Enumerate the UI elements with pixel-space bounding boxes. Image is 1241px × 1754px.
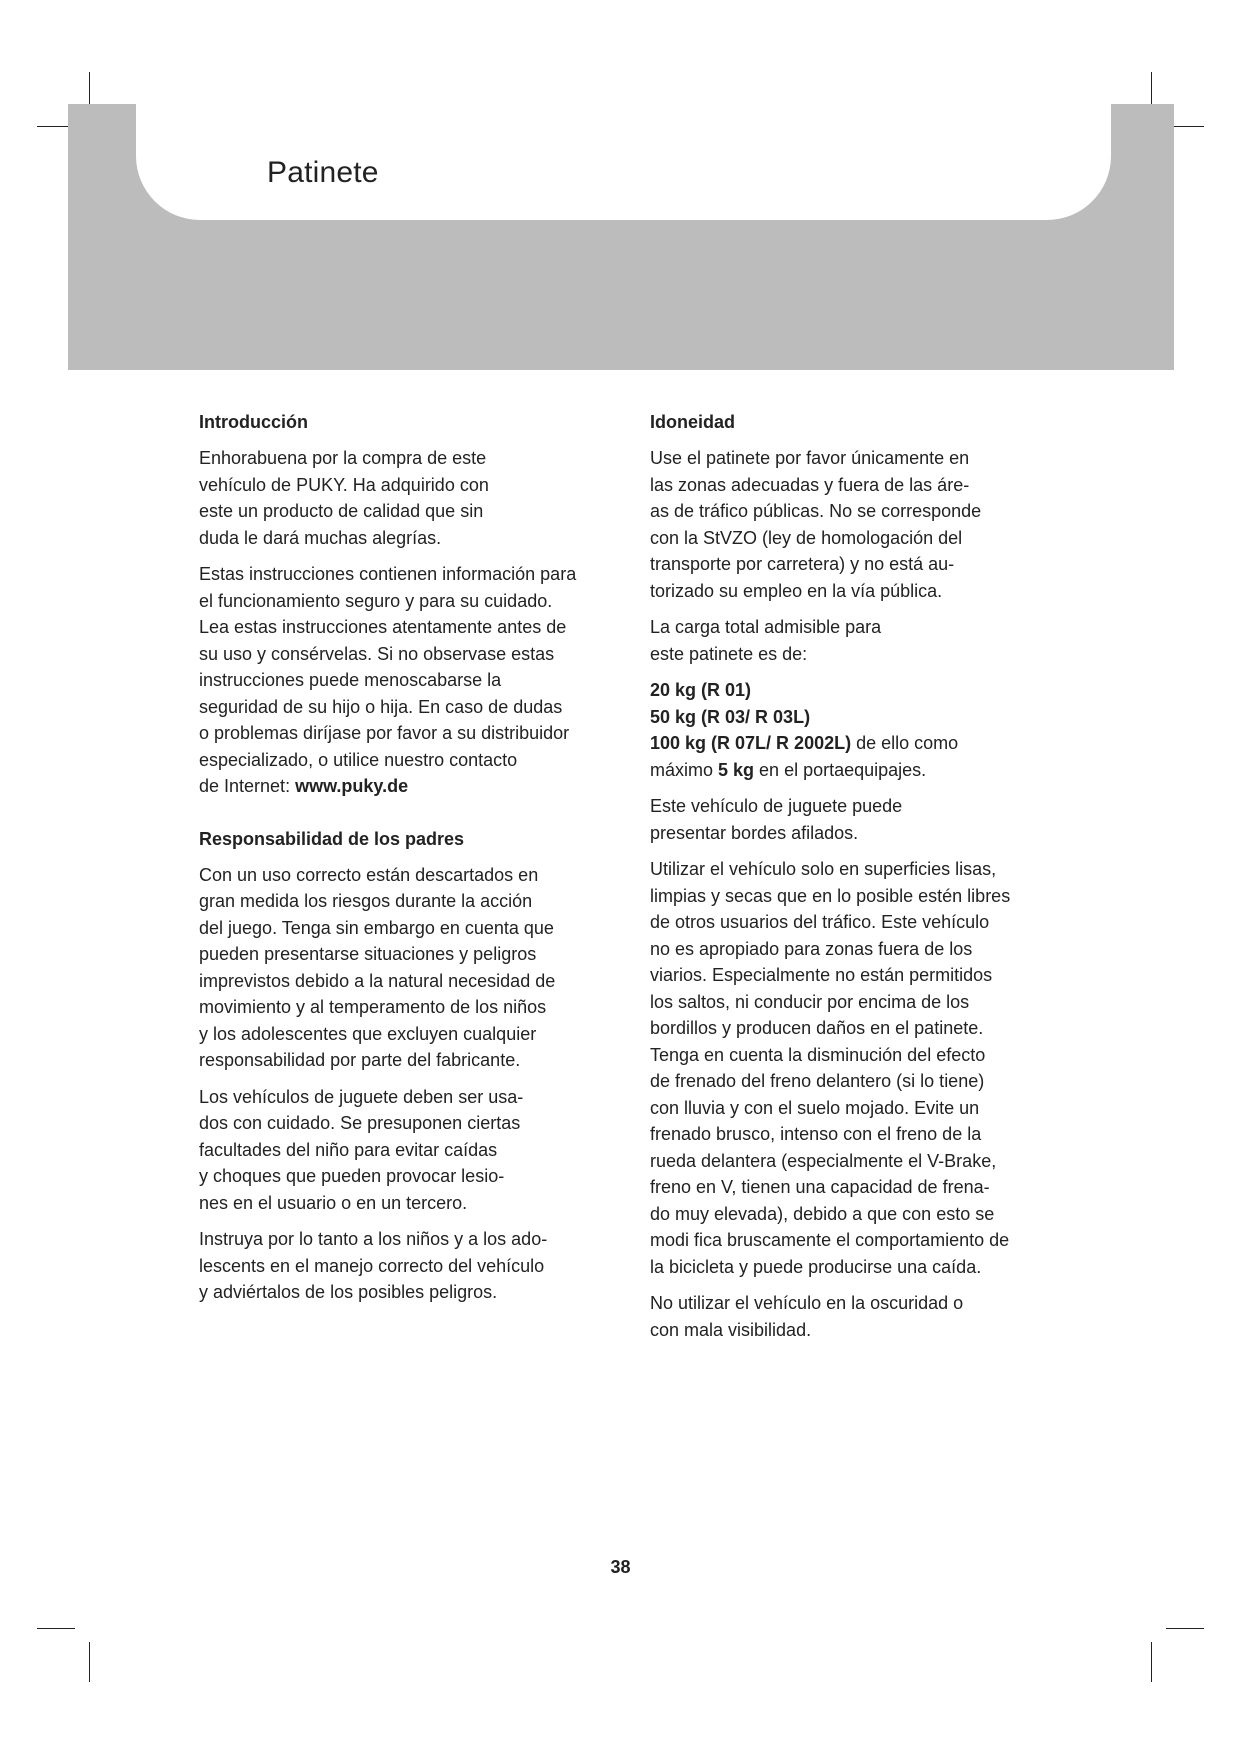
introduction-paragraph-1 — [199, 445, 619, 551]
header-band — [68, 104, 1174, 370]
load-100kg-suffix: de ello como — [851, 733, 959, 753]
text-line: Este vehículo de juguete puede — [650, 796, 903, 816]
text-line: y choques que pueden provocar lesio- — [199, 1166, 505, 1186]
right-column — [650, 409, 1070, 1353]
text-line: La carga total admisible para — [650, 617, 882, 637]
text-line — [650, 757, 1070, 784]
text-line: duda le dará muchas alegrías. — [199, 527, 442, 548]
text-line: su uso y consérvelas. Si no observase estas — [199, 643, 555, 664]
text-line: Lea estas instrucciones atentamente antes de — [199, 617, 567, 637]
text-line: lescents en el manejo correcto del vehículo — [199, 1255, 545, 1276]
surfaces-paragraph — [650, 856, 1070, 1280]
suitability-paragraph — [650, 445, 1070, 604]
left-column — [199, 409, 619, 1316]
text-line: pueden presentarse situaciones y peligros — [199, 944, 537, 964]
text-line: nes en el usuario o en un tercero. — [199, 1192, 468, 1213]
text-line: Estas instrucciones contienen información para — [199, 564, 577, 584]
text-line: las zonas adecuadas y fuera de las áre- — [650, 474, 970, 495]
text-line: Utilizar el vehículo solo en superficies lisas, — [650, 859, 997, 879]
text-line — [199, 773, 619, 800]
text-line: Enhorabuena por la compra de este — [199, 448, 487, 468]
page-number: 38 — [610, 1557, 631, 1577]
load-values-paragraph — [650, 677, 1070, 783]
text-line: vehículo de PUKY. Ha adquirido con — [199, 474, 489, 495]
text-line — [650, 730, 1070, 757]
suitability-heading: Idoneidad — [650, 412, 735, 432]
crop-mark-bottom-left-vertical — [89, 1642, 90, 1682]
page-title: Patinete — [267, 156, 379, 189]
text-line: con la StVZO (ley de homologación del — [650, 527, 963, 548]
text-line: instrucciones puede menoscabarse la — [199, 670, 502, 690]
text-line: con mala visibilidad. — [650, 1319, 812, 1340]
text-line: bordillos y producen daños en el patinete. — [650, 1018, 984, 1038]
header-tab — [136, 104, 1111, 220]
text-line: este patinete es de: — [650, 643, 808, 664]
text-line: imprevistos debido a la natural necesidad de — [199, 970, 556, 991]
sharp-edges-paragraph — [650, 793, 1070, 846]
text-line: la bicicleta y puede producirse una caída. — [650, 1256, 982, 1277]
text-line: Instruya por lo tanto a los niños y a los ado- — [199, 1229, 548, 1249]
text-line: Los vehículos de juguete deben ser usa- — [199, 1086, 524, 1107]
text-line: Use el patinete por favor únicamente en — [650, 448, 970, 468]
parents-paragraph-3 — [199, 1226, 619, 1306]
text-line: do muy elevada), debido a que con esto se — [650, 1203, 995, 1224]
load-20kg: 20 kg (R 01) — [650, 680, 752, 700]
text-line: transporte por carretera) y no está au- — [650, 554, 955, 574]
text-line: o problemas diríjase por favor a su distribuidor — [199, 723, 570, 743]
text-line: torizado su empleo en la vía pública. — [650, 580, 943, 601]
text-line: no es apropiado para zonas fuera de los — [650, 938, 973, 959]
load-max-value: 5 kg — [718, 759, 755, 780]
text-line: viarios. Especialmente no están permitidos — [650, 965, 993, 985]
introduction-heading: Introducción — [199, 412, 308, 432]
text-line: No utilizar el vehículo en la oscuridad o — [650, 1293, 964, 1313]
load-100kg: 100 kg (R 07L/ R 2002L) — [650, 733, 852, 753]
text-line: seguridad de su hijo o hija. En caso de dudas — [199, 696, 563, 717]
text-line: Con un uso correcto están descartados en — [199, 864, 539, 885]
introduction-paragraph-2 — [199, 561, 619, 800]
text-line: los saltos, ni conducir por encima de los — [650, 991, 970, 1012]
text-line: responsabilidad por parte del fabricante. — [199, 1050, 521, 1070]
text-line: especializado, o utilice nuestro contacto — [199, 749, 518, 770]
crop-mark-bottom-right-horizontal — [1166, 1628, 1204, 1629]
text-line: este un producto de calidad que sin — [199, 501, 484, 521]
text-line: Tenga en cuenta la disminución del efecto — [650, 1044, 986, 1065]
text-line: presentar bordes afilados. — [650, 822, 859, 843]
text-line: y los adolescentes que excluyen cualquier — [199, 1023, 537, 1044]
text-line: modi fica bruscamente el comportamiento de — [650, 1230, 1010, 1250]
text-line: facultades del niño para evitar caídas — [199, 1139, 498, 1160]
parents-paragraph-2 — [199, 1084, 619, 1217]
text-line: frenado brusco, intenso con el freno de la — [650, 1124, 982, 1144]
text-line: gran medida los riesgos durante la acción — [199, 891, 533, 911]
text-line: con lluvia y con el suelo mojado. Evite un — [650, 1097, 980, 1118]
text-line: y adviértalos de los posibles peligros. — [199, 1282, 498, 1302]
load-capacity-paragraph — [650, 614, 1070, 667]
text-line: de otros usuarios del tráfico. Este vehículo — [650, 912, 990, 932]
text-line: dos con cuidado. Se presuponen ciertas — [199, 1113, 521, 1133]
load-50kg: 50 kg (R 03/ R 03L) — [650, 706, 811, 727]
text-line: as de tráfico públicas. No se corresponde — [650, 501, 982, 521]
parents-paragraph-1 — [199, 862, 619, 1074]
load-max-prefix: máximo — [650, 759, 719, 780]
text-line: rueda delantera (especialmente el V-Brake, — [650, 1150, 997, 1171]
text-line: de frenado del freno delantero (si lo tiene) — [650, 1071, 985, 1091]
crop-mark-bottom-left-horizontal — [37, 1628, 75, 1629]
text-line: del juego. Tenga sin embargo en cuenta que — [199, 917, 554, 938]
text-line: movimiento y al temperamento de los niños — [199, 997, 547, 1017]
text-line: limpias y secas que en lo posible estén libres — [650, 885, 1011, 906]
crop-mark-bottom-right-vertical — [1151, 1642, 1152, 1682]
internet-contact-prefix: de Internet: — [199, 776, 296, 796]
text-line: freno en V, tienen una capacidad de frena- — [650, 1177, 990, 1197]
load-max-suffix: en el portaequipajes. — [754, 759, 927, 780]
darkness-paragraph — [650, 1290, 1070, 1343]
parents-responsibility-heading: Responsabilidad de los padres — [199, 828, 465, 849]
text-line: el funcionamiento seguro y para su cuidado. — [199, 590, 553, 611]
website-link[interactable]: www.puky.de — [295, 776, 409, 796]
